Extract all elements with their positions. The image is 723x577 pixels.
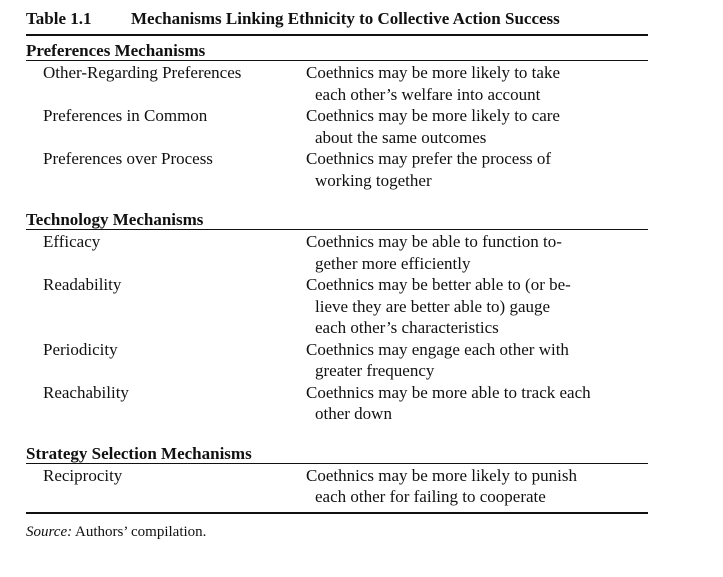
description-line: Coethnics may be more likely to care: [306, 106, 560, 125]
source-label: Source:: [26, 523, 73, 540]
section-heading: Preferences Mechanisms: [26, 41, 206, 60]
mechanism-description: [306, 465, 648, 508]
table-row: [26, 231, 648, 274]
description-line: Coethnics may be more likely to take: [306, 63, 560, 82]
description-line: Coethnics may prefer the process of: [306, 149, 551, 168]
mechanism-name: Preferences in Common: [43, 106, 208, 125]
description-line: working together: [315, 170, 432, 190]
mechanism-name: Periodicity: [43, 339, 118, 359]
mechanism-name: Reciprocity: [43, 465, 123, 485]
table-container: [26, 8, 648, 542]
description-line: other down: [315, 404, 392, 423]
mechanism-description: [306, 148, 648, 191]
section-heading: Technology Mechanisms: [26, 210, 204, 229]
description-line: lieve they are better able to) gauge: [315, 296, 551, 316]
description-line: each other’s characteristics: [315, 318, 499, 337]
description-line: each other for failing to cooperate: [315, 487, 546, 506]
description-line: about the same outcomes: [315, 127, 487, 147]
mechanism-name: Reachability: [43, 382, 129, 402]
mechanism-description: [306, 382, 648, 425]
mechanism-name: Other-Regarding Preferences: [43, 63, 242, 82]
table-row: [26, 105, 648, 148]
description-line: Coethnics may be more likely to punish: [306, 465, 578, 485]
section-rows: [26, 230, 648, 425]
table-row: [26, 339, 648, 382]
table-caption: [26, 8, 648, 34]
table-row: [26, 465, 648, 508]
mechanism-description: [306, 62, 648, 105]
mechanism-name: Readability: [43, 275, 122, 294]
mechanism-description: [306, 274, 648, 339]
description-line: Coethnics may be better able to (or be-: [306, 275, 571, 294]
section-rows: [26, 464, 648, 512]
mechanism-description: [306, 339, 648, 382]
description-line: Coethnics may be able to function to-: [306, 232, 562, 251]
bottom-rule: [26, 512, 648, 514]
table-number: Table 1.1: [26, 9, 92, 28]
table-row: [26, 62, 648, 105]
table-body: [26, 36, 648, 512]
mechanism-name: Efficacy: [43, 232, 101, 251]
mechanism-description: [306, 105, 648, 148]
mechanism-name: Preferences over Process: [43, 149, 213, 168]
source-text: Authors’ compilation.: [75, 523, 207, 540]
source-note: [26, 522, 648, 542]
description-line: Coethnics may be more able to track each: [306, 382, 591, 402]
section-rows: [26, 61, 648, 191]
table-row: [26, 382, 648, 425]
section-heading: Strategy Selection Mechanisms: [26, 443, 252, 463]
description-line: Coethnics may engage each other with: [306, 339, 569, 359]
description-line: gether more efficiently: [315, 253, 471, 273]
table-title: Mechanisms Linking Ethnicity to Collective Action Success: [131, 9, 560, 28]
description-line: each other’s welfare into account: [315, 84, 541, 104]
table-row: [26, 274, 648, 339]
table-row: [26, 148, 648, 191]
mechanism-description: [306, 231, 648, 274]
description-line: greater frequency: [315, 361, 435, 380]
